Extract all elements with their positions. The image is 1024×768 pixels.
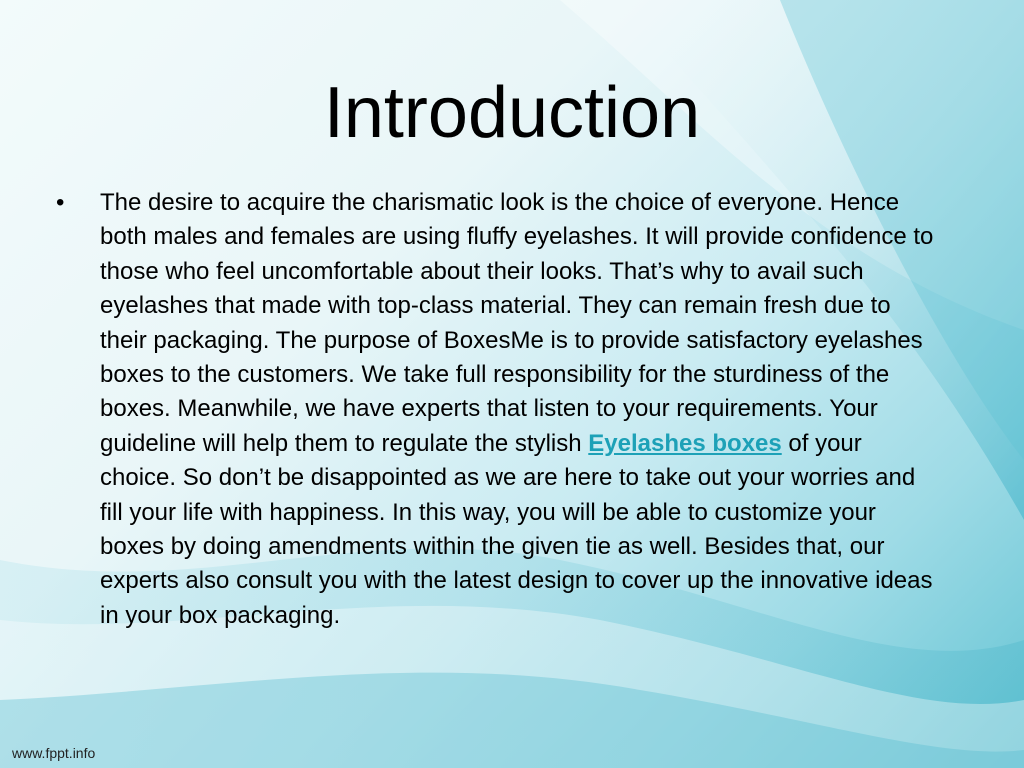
slide-title: Introduction bbox=[323, 73, 701, 153]
bullet-list bbox=[56, 186, 976, 633]
paragraph-text-after-link: of your choice. So don’t be disappointed as we are here to take out your worries and fill your life with happiness. In this way, you will be able to customize your boxes by doing amendments within the given tie as well. Besides that, our experts also consult you with the latest design to cover up the innovative ideas in your box packaging. bbox=[100, 429, 933, 629]
bullet-paragraph bbox=[100, 186, 976, 633]
bullet-marker: • bbox=[56, 189, 65, 216]
eyelashes-boxes-link[interactable]: Eyelashes boxes bbox=[588, 429, 782, 457]
paragraph-text-before-link: The desire to acquire the charismatic look is the choice of everyone. Hence both males and females are using fluffy eyelashes. It will provide confidence to those who feel uncomfortable about their looks. That’s why to avail such eyelashes that made with top-class material. They can remain fresh due to their packaging. The purpose of BoxesMe is to provide satisfactory eyelashes boxes to the customers. We take full responsibility for the sturdiness of the boxes. Meanwhile, we have experts that listen to your requirements. Your guideline will help them to regulate the stylish bbox=[100, 189, 934, 457]
footer-watermark: www.fppt.info bbox=[12, 745, 96, 761]
bullet-item bbox=[56, 186, 976, 633]
